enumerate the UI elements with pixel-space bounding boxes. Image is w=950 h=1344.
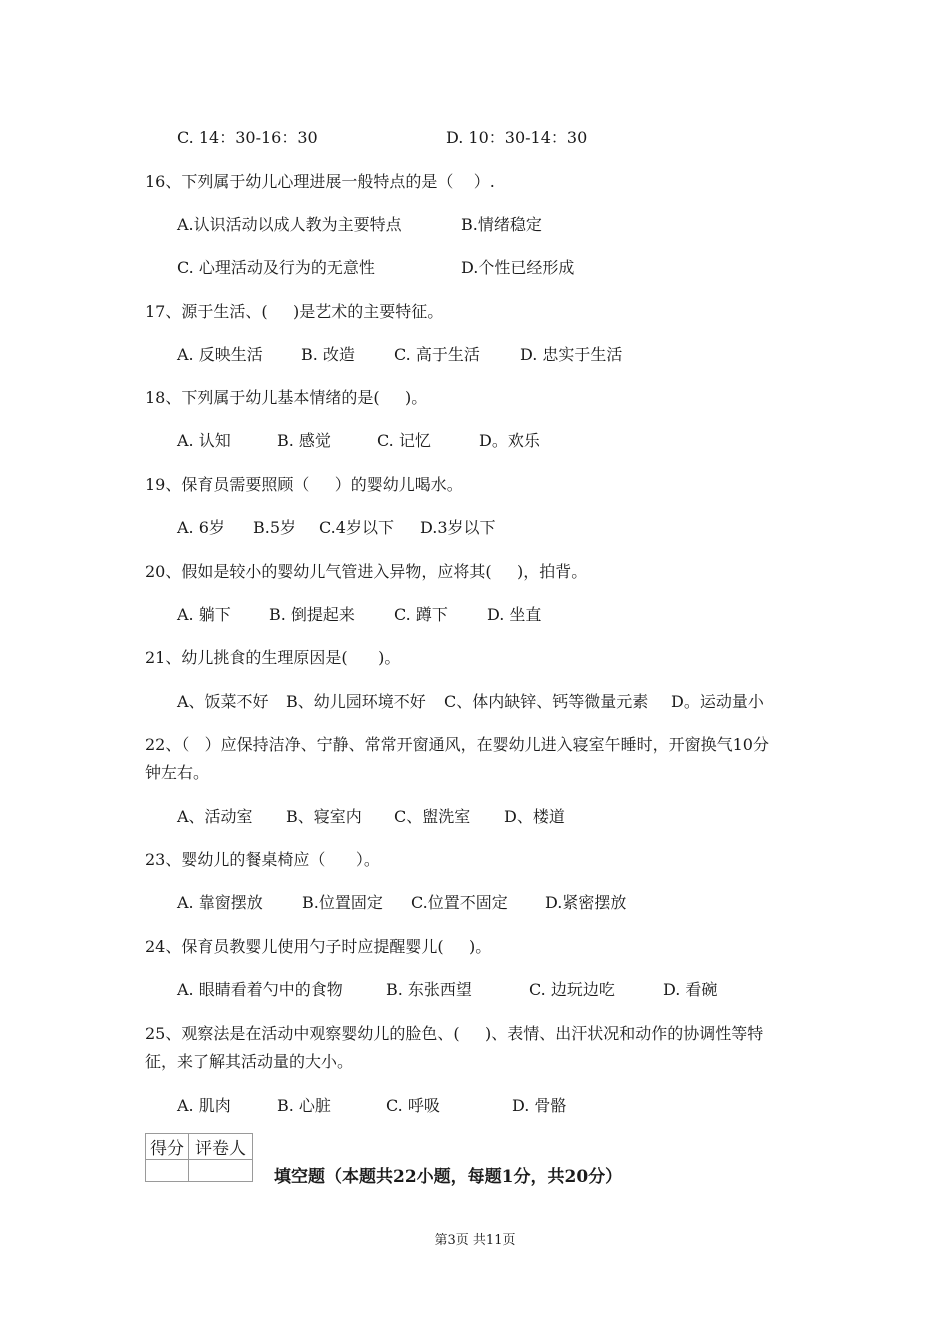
question-text: 21、幼儿挑食的生理原因是( )。	[145, 648, 401, 667]
answer-option: D. 看碗	[663, 980, 718, 999]
question-text: 24、保育员教婴儿使用勺子时应提醒婴儿( )。	[145, 937, 492, 956]
answer-option: C. 蹲下	[394, 605, 448, 624]
answer-option: B. 心脏	[277, 1096, 331, 1115]
answer-option: B、幼儿园环境不好	[286, 692, 426, 711]
answer-option: D。欢乐	[479, 431, 540, 450]
answer-option: C. 边玩边吃	[529, 980, 615, 999]
question-text: 17、源于生活、( )是艺术的主要特征。	[145, 302, 444, 321]
answer-option: C. 高于生活	[394, 345, 480, 364]
answer-option: C. 记忆	[377, 431, 431, 450]
answer-option: B.5岁	[253, 518, 297, 537]
grader-cell	[189, 1160, 253, 1182]
answer-option: C. 心理活动及行为的无意性	[177, 258, 375, 277]
grader-label: 评卷人	[189, 1134, 253, 1160]
question-text: 钟左右。	[145, 763, 210, 782]
answer-option: D、楼道	[504, 807, 565, 826]
answer-option: A. 反映生活	[177, 345, 263, 364]
answer-option: D. 骨骼	[512, 1096, 567, 1115]
answer-option: B. 感觉	[277, 431, 331, 450]
answer-option: A. 眼睛看着勺中的食物	[177, 980, 343, 999]
question-text: 征，来了解其活动量的大小。	[145, 1052, 354, 1071]
answer-option: D.紧密摆放	[545, 893, 627, 912]
answer-option: C.4岁以下	[319, 518, 394, 537]
answer-option: A. 躺下	[177, 605, 231, 624]
answer-option: D. 忠实于生活	[520, 345, 623, 364]
answer-option: A.认识活动以成人教为主要特点	[177, 215, 402, 234]
answer-option: A. 肌肉	[177, 1096, 231, 1115]
answer-option: D。运动量小	[671, 692, 764, 711]
answer-option: D. 10：30-14：30	[446, 128, 588, 147]
question-text: 25、观察法是在活动中观察婴幼儿的脸色、( )、表情、出汗状况和动作的协调性等特	[145, 1024, 764, 1043]
answer-option: B.位置固定	[302, 893, 383, 912]
score-cell	[146, 1160, 189, 1182]
answer-option: B. 倒提起来	[269, 605, 355, 624]
answer-option: C、体内缺锌、钙等微量元素	[444, 692, 649, 711]
answer-option: B. 东张西望	[386, 980, 472, 999]
answer-option: A、饭菜不好	[177, 692, 269, 711]
answer-option: C.位置不固定	[411, 893, 508, 912]
answer-option: A、活动室	[177, 807, 253, 826]
answer-option: D. 坐直	[487, 605, 542, 624]
answer-option: D.3岁以下	[420, 518, 496, 537]
question-text: 18、下列属于幼儿基本情绪的是( )。	[145, 388, 428, 407]
section-title: 填空题（本题共22小题，每题1分，共20分）	[274, 1167, 623, 1187]
answer-option: B. 改造	[301, 345, 355, 364]
score-box	[145, 1133, 253, 1182]
answer-option: C、盥洗室	[394, 807, 471, 826]
question-text: 16、下列属于幼儿心理进展一般特点的是（ ）.	[145, 172, 495, 191]
question-text: 23、婴幼儿的餐桌椅应（ ）。	[145, 850, 380, 869]
answer-option: B、寝室内	[286, 807, 362, 826]
answer-option: A. 认知	[177, 431, 231, 450]
answer-option: A. 靠窗摆放	[177, 893, 263, 912]
answer-option: C. 14：30-16：30	[177, 128, 318, 147]
page-footer: 第3页 共11页	[434, 1233, 516, 1248]
answer-option: D.个性已经形成	[461, 258, 575, 277]
question-text: 20、假如是较小的婴幼儿气管进入异物，应将其( )，拍背。	[145, 562, 588, 581]
score-label: 得分	[146, 1134, 189, 1160]
question-text: 19、保育员需要照顾（ ）的婴幼儿喝水。	[145, 475, 463, 494]
answer-option: A. 6岁	[177, 518, 225, 537]
answer-option: C. 呼吸	[386, 1096, 440, 1115]
question-text: 22、（ ）应保持洁净、宁静、常常开窗通风，在婴幼儿进入寝室午睡时，开窗换气10分	[145, 735, 769, 754]
answer-option: B.情绪稳定	[461, 215, 542, 234]
